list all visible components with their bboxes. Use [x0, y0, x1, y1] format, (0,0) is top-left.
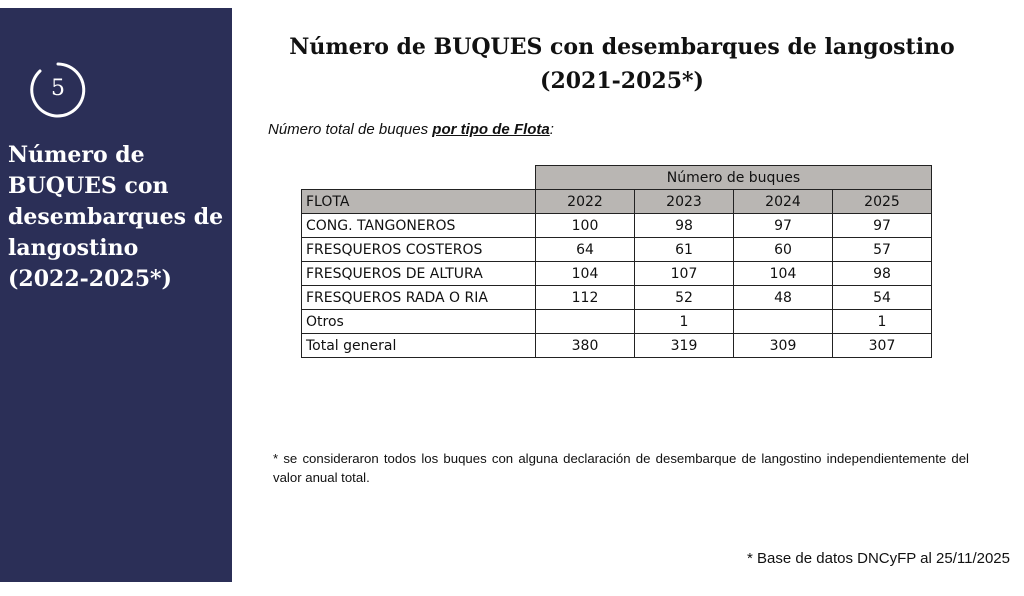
column-header-2022: 2022 — [536, 190, 635, 214]
fleet-name-cell: FRESQUEROS RADA O RIA — [302, 286, 536, 310]
footnote: * se consideraron todos los buques con alguna declaración de desembarque de langostino independientemente del valor anual total. — [273, 451, 969, 485]
sidebar-title — [8, 140, 226, 295]
sidebar-title-line: langostino — [8, 235, 139, 261]
table-subtitle — [268, 121, 554, 138]
value-cell: 64 — [536, 238, 635, 262]
table-row — [302, 214, 932, 238]
table-row — [302, 286, 932, 310]
page-title-line1: Número de BUQUES con desembarques de langostino — [289, 34, 955, 60]
value-cell: 97 — [833, 214, 932, 238]
sidebar-title-line: (2022-2025*) — [8, 266, 172, 292]
value-cell: 97 — [734, 214, 833, 238]
value-cell: 107 — [635, 262, 734, 286]
value-cell: 98 — [833, 262, 932, 286]
column-header-2024: 2024 — [734, 190, 833, 214]
total-value-cell: 319 — [635, 334, 734, 358]
step-number: 5 — [51, 76, 65, 101]
value-cell: 112 — [536, 286, 635, 310]
subtitle-emphasis: por tipo de Flota — [432, 121, 550, 138]
value-cell: 60 — [734, 238, 833, 262]
sidebar-title-line: Número de — [8, 142, 145, 168]
value-cell: 104 — [734, 262, 833, 286]
table-group-header: Número de buques — [536, 166, 932, 190]
sidebar-panel — [0, 8, 232, 582]
value-cell: 52 — [635, 286, 734, 310]
table-row — [302, 238, 932, 262]
subtitle-prefix: Número total de buques — [268, 121, 433, 138]
table-group-header-row — [302, 166, 932, 190]
value-cell: 61 — [635, 238, 734, 262]
value-cell — [734, 310, 833, 334]
value-cell: 1 — [833, 310, 932, 334]
subtitle-suffix: : — [549, 121, 554, 138]
value-cell: 98 — [635, 214, 734, 238]
value-cell — [536, 310, 635, 334]
step-badge — [28, 60, 88, 120]
column-header-2025: 2025 — [833, 190, 932, 214]
vessels-table — [301, 165, 932, 358]
table-row — [302, 262, 932, 286]
table-blank-header — [302, 166, 536, 190]
table-header-row — [302, 190, 932, 214]
value-cell: 104 — [536, 262, 635, 286]
source-note: * Base de datos DNCyFP al 25/11/2025 — [747, 550, 1010, 567]
fleet-name-cell: FRESQUEROS COSTEROS — [302, 238, 536, 262]
value-cell: 1 — [635, 310, 734, 334]
fleet-name-cell: Otros — [302, 310, 536, 334]
column-header-2023: 2023 — [635, 190, 734, 214]
total-value-cell: 380 — [536, 334, 635, 358]
table-total-row — [302, 334, 932, 358]
total-value-cell: 309 — [734, 334, 833, 358]
table-row — [302, 310, 932, 334]
total-label-cell: Total general — [302, 334, 536, 358]
page-title — [250, 30, 994, 98]
value-cell: 54 — [833, 286, 932, 310]
sidebar-title-line: BUQUES con — [8, 173, 169, 199]
sidebar-title-line: desembarques de — [8, 204, 224, 230]
column-header-flota: FLOTA — [302, 190, 536, 214]
fleet-name-cell: CONG. TANGONEROS — [302, 214, 536, 238]
value-cell: 48 — [734, 286, 833, 310]
value-cell: 57 — [833, 238, 932, 262]
value-cell: 100 — [536, 214, 635, 238]
total-value-cell: 307 — [833, 334, 932, 358]
fleet-name-cell: FRESQUEROS DE ALTURA — [302, 262, 536, 286]
page-title-line2: (2021-2025*) — [540, 68, 704, 94]
